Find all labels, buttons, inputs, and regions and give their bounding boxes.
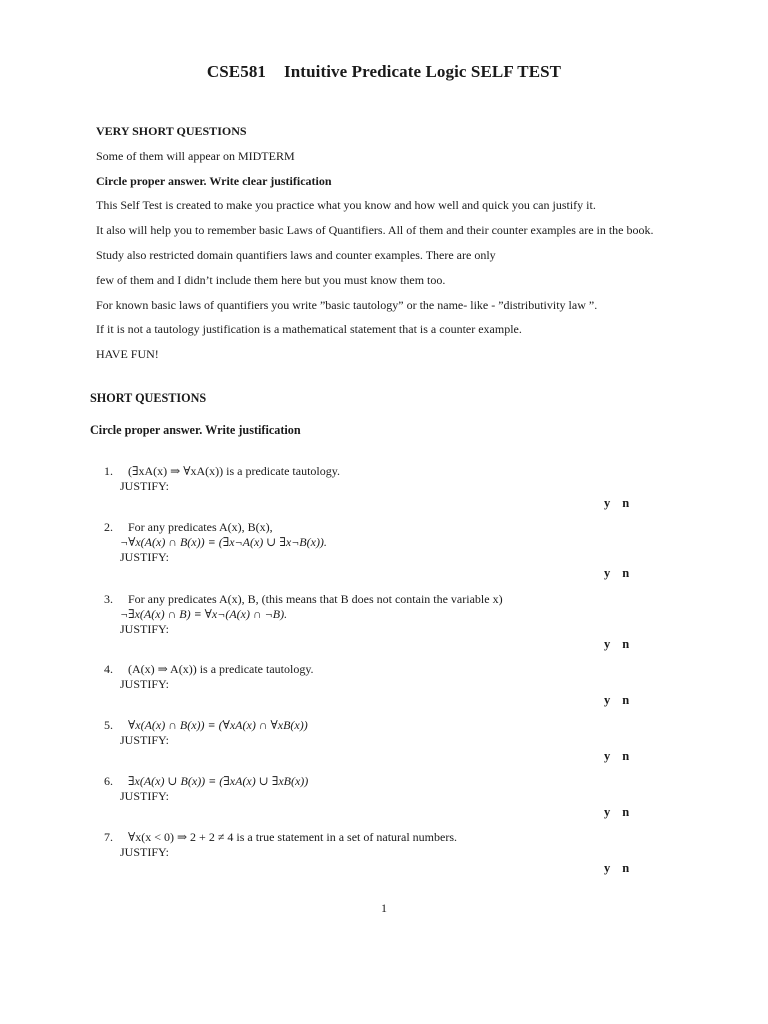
question-number: 6. — [104, 774, 113, 788]
answer-no[interactable]: n — [622, 693, 630, 707]
question-statement: (A(x) ⇒ A(x)) is a predicate tautology. — [128, 662, 314, 676]
page-title — [0, 62, 768, 82]
question-statement: (∃xA(x) ⇒ ∀xA(x)) is a predicate tautology. — [128, 464, 340, 478]
answer-yes[interactable]: y — [604, 637, 611, 651]
question-number: 5. — [104, 718, 113, 732]
justify-label: JUSTIFY: — [120, 789, 169, 803]
question-5 — [104, 718, 308, 748]
question-statement: ∀x(A(x) ∩ B(x)) ≡ (∀xA(x) ∩ ∀xB(x)) — [128, 718, 308, 732]
justify-label: JUSTIFY: — [120, 622, 169, 636]
intro-line: Some of them will appear on MIDTERM — [96, 148, 295, 163]
answer-no[interactable]: n — [622, 496, 630, 510]
question-statement: ∀x(x < 0) ⇒ 2 + 2 ≠ 4 is a true statement in a set of natural numbers. — [128, 830, 458, 844]
question-7 — [104, 830, 457, 860]
answer-choices-3 — [604, 637, 629, 652]
answer-no[interactable]: n — [622, 861, 630, 875]
intro-line: few of them and I didn’t include them here but you must know them too. — [96, 272, 446, 287]
answer-yes[interactable]: y — [604, 496, 611, 510]
answer-choices-6 — [604, 805, 629, 820]
answer-yes[interactable]: y — [604, 861, 611, 875]
answer-choices-2 — [604, 566, 629, 581]
answer-choices-5 — [604, 749, 629, 764]
answer-no[interactable]: n — [622, 566, 630, 580]
intro-line: This Self Test is created to make you practice what you know and how well and quick you can justify it. — [96, 198, 596, 213]
intro-line: Study also restricted domain quantifiers laws and counter examples. There are only — [96, 247, 496, 262]
answer-no[interactable]: n — [622, 805, 630, 819]
question-number: 7. — [104, 830, 113, 844]
question-6 — [104, 774, 308, 804]
page-number: 1 — [381, 901, 387, 915]
answer-choices-7 — [604, 861, 629, 876]
intro-line: HAVE FUN! — [96, 347, 159, 362]
answer-choices-4 — [604, 693, 629, 708]
justify-label: JUSTIFY: — [120, 550, 169, 564]
justify-label: JUSTIFY: — [120, 733, 169, 747]
answer-no[interactable]: n — [622, 749, 630, 763]
question-2 — [104, 520, 327, 565]
answer-yes[interactable]: y — [604, 749, 611, 763]
title-code: CSE581 — [206, 62, 267, 81]
question-formula: ¬∃x(A(x) ∩ B) ≡ ∀x¬(A(x) ∩ ¬B). — [120, 607, 288, 621]
intro-line: If it is not a tautology justification is a mathematical statement that is a counter example. — [96, 322, 522, 337]
justify-label: JUSTIFY: — [120, 479, 169, 493]
section-instruction: Circle proper answer. Write justification — [90, 423, 301, 437]
question-statement: ∃x(A(x) ∪ B(x)) ≡ (∃xA(x) ∪ ∃xB(x)) — [128, 774, 309, 788]
question-formula: ¬∀x(A(x) ∩ B(x)) ≡ (∃x¬A(x) ∪ ∃x¬B(x)). — [120, 535, 327, 549]
question-number: 2. — [104, 520, 113, 534]
answer-no[interactable]: n — [622, 637, 630, 651]
intro-instruction: Circle proper answer. Write clear justification — [96, 173, 332, 188]
answer-yes[interactable]: y — [604, 805, 611, 819]
question-4 — [104, 662, 314, 692]
answer-choices-1 — [604, 496, 629, 511]
question-1 — [104, 464, 340, 494]
question-statement: For any predicates A(x), B(x), — [128, 520, 273, 534]
justify-label: JUSTIFY: — [120, 845, 169, 859]
question-number: 3. — [104, 592, 113, 606]
question-number: 1. — [104, 464, 113, 478]
intro-line: It also will help you to remember basic Laws of Quantifiers. All of them and their counter examples are in the book. — [96, 223, 654, 238]
answer-yes[interactable]: y — [604, 566, 611, 580]
answer-yes[interactable]: y — [604, 693, 611, 707]
section-heading-short: SHORT QUESTIONS — [90, 391, 207, 405]
intro-section — [96, 122, 716, 370]
question-statement: For any predicates A(x), B, (this means that B does not contain the variable x) — [128, 592, 503, 606]
justify-label: JUSTIFY: — [120, 677, 169, 691]
section-heading-very-short: VERY SHORT QUESTIONS — [96, 124, 247, 138]
question-3 — [104, 592, 503, 637]
question-number: 4. — [104, 662, 113, 676]
title-text: Intuitive Predicate Logic SELF TEST — [284, 62, 562, 81]
intro-line: For known basic laws of quantifiers you write ”basic tautology” or the name- like - ”distributivity law ”. — [96, 297, 598, 312]
